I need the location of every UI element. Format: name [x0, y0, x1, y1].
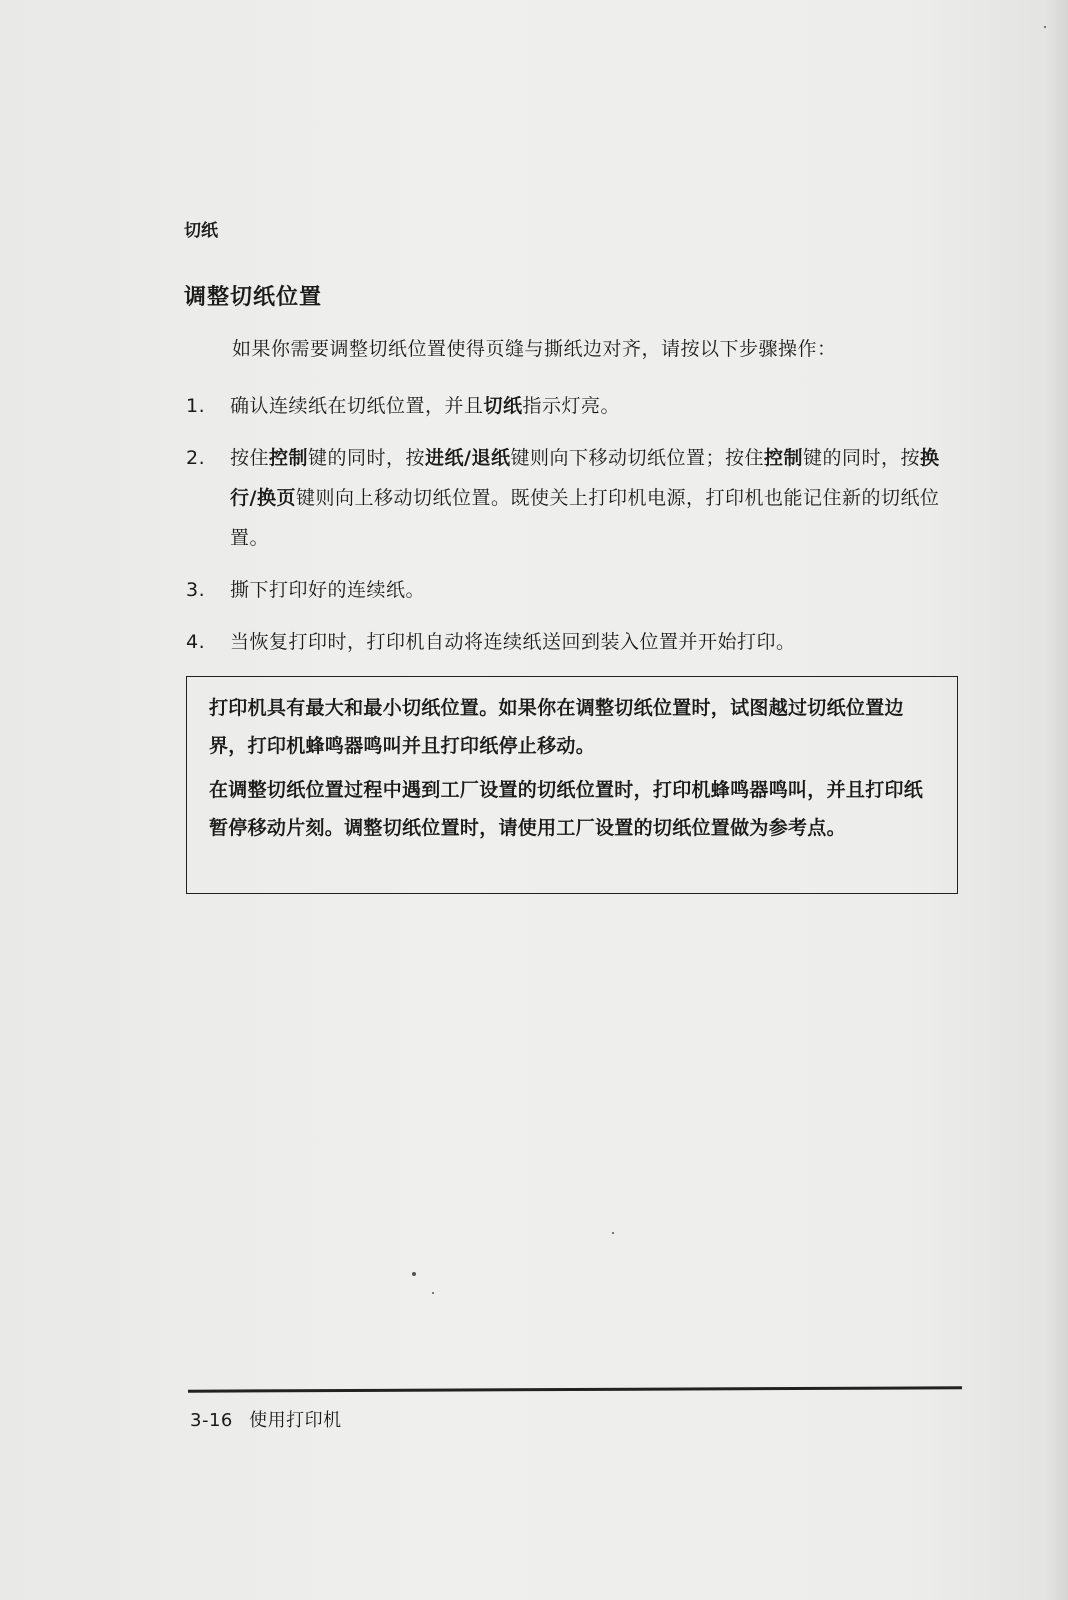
note-paragraph: 打印机具有最大和最小切纸位置。如果你在调整切纸位置时，试图越过切纸位置边界，打印机蜂鸣器鸣叫并且打印纸停止移动。 — [209, 697, 904, 757]
step-text: 确认连续纸在切纸位置，并且 — [230, 395, 484, 417]
step-text: 按住 — [230, 447, 270, 469]
step-text: 键的同时，按 — [803, 447, 921, 469]
steps-list — [186, 386, 966, 662]
speck — [1044, 26, 1046, 28]
page-edge-shadow — [1046, 0, 1068, 1600]
intro-paragraph: 如果你需要调整切纸位置使得页缝与撕纸边对齐，请按以下步骤操作： — [232, 338, 837, 360]
step-keyword: 控制 — [269, 447, 309, 469]
step-keyword: 切纸 — [483, 395, 523, 417]
step-item — [186, 386, 966, 426]
step-item — [186, 622, 966, 662]
note-paragraph: 在调整切纸位置过程中遇到工厂设置的切纸位置时，打印机蜂鸣器鸣叫，并且打印纸暂停移动片刻。调整切纸位置时，请使用工厂设置的切纸位置做为参考点。 — [209, 779, 924, 839]
footer-rule — [188, 1386, 962, 1392]
step-text: 指示灯亮。 — [522, 395, 621, 417]
chapter-title: 使用打印机 — [249, 1410, 342, 1431]
step-number: 4. — [186, 631, 206, 653]
step-item — [186, 570, 966, 610]
step-item — [186, 438, 966, 558]
speck — [612, 1232, 614, 1234]
step-keyword: 换行/换页 — [230, 447, 940, 509]
step-number: 2. — [186, 447, 206, 469]
speck — [412, 1272, 416, 1276]
section-tag: 切纸 — [184, 221, 218, 241]
step-keyword: 进纸/退纸 — [425, 447, 511, 469]
note-box — [186, 676, 958, 894]
step-text: 撕下打印好的连续纸。 — [230, 579, 426, 601]
page-footer — [190, 1406, 342, 1432]
speck — [432, 1292, 434, 1294]
step-text: 当恢复打印时，打印机自动将连续纸送回到装入位置并开始打印。 — [230, 631, 796, 653]
step-text: 键的同时，按 — [308, 447, 426, 469]
step-number: 3. — [186, 579, 206, 601]
step-keyword: 控制 — [764, 447, 804, 469]
step-text: 键则向下移动切纸位置；按住 — [510, 447, 765, 469]
step-text: 键则向上移动切纸位置。既使关上打印机电源，打印机也能记住新的切纸位置。 — [230, 487, 940, 549]
section-heading: 调整切纸位置 — [184, 285, 323, 310]
page-number: 3-16 — [190, 1410, 233, 1431]
step-number: 1. — [186, 395, 206, 417]
